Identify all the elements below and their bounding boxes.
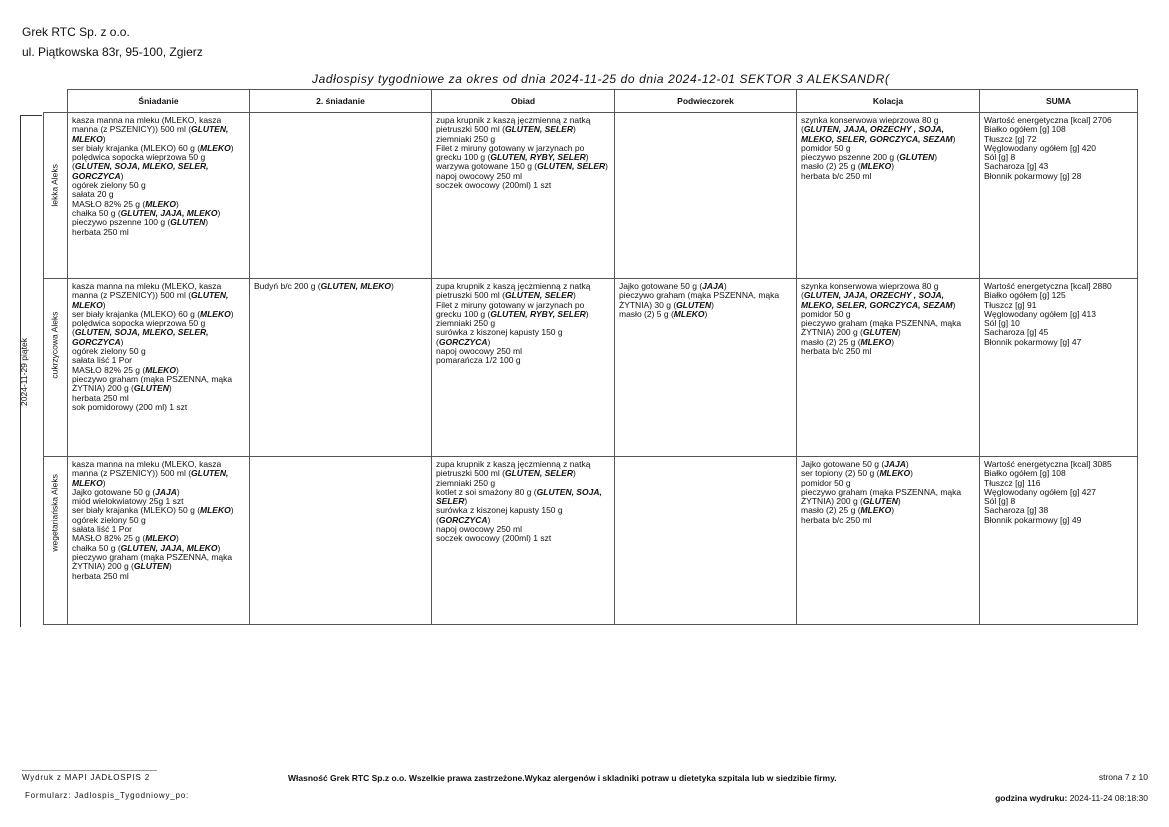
dish-item: zupa krupnik z kaszą jęczmienną z natką pietruszki 500 ml (GLUTEN, SELER) [436, 115, 591, 135]
dish-item: ser topiony (2) 50 g (MLEKO) [801, 468, 913, 479]
nutrition-line: Sacharoza [g] 43 [984, 161, 1049, 172]
dish-item: napoj owocowy 250 ml [436, 170, 522, 181]
dish-item: kasza manna na mleku (MLEKO, kasza manna (z PSZENICY)) 500 ml (GLUTEN, MLEKO) [72, 281, 229, 310]
meal-cell-2-sniadanie [250, 279, 432, 457]
nutrition-line: Wartość energetyczna [kcal] 3085 [984, 459, 1112, 469]
diet-label: cukrzycowa Aleks [49, 311, 60, 379]
dish-item: Jajko gotowane 50 g (JAJA) [801, 459, 909, 469]
header-row [44, 90, 1138, 113]
meal-cell-kolacja [797, 113, 980, 279]
meal-cell-suma [980, 457, 1138, 625]
dish-item: masło (2) 25 g (MLEKO) [801, 505, 895, 516]
meal-cell-suma [980, 279, 1138, 457]
nutrition-line: Tłuszcz [g] 72 [984, 133, 1037, 144]
dish-item: Jajko gotowane 50 g (JAJA) [72, 486, 180, 497]
dish-item: napoj owocowy 250 ml [436, 346, 522, 357]
dish-item: herbata b/c 250 ml [801, 170, 872, 181]
dish-item: zupa krupnik z kaszą jęczmienną z natką pietruszki 500 ml (GLUTEN, SELER) [436, 281, 591, 301]
dish-item: ziemniaki 250 g [436, 477, 496, 488]
dish-item: chałka 50 g (GLUTEN, JAJA, MLEKO) [72, 542, 221, 553]
page-title: Jadłospisy tygodniowe za okres od dnia 2024-11-25 do dnia 2024-12-01 SEKTOR 3 ALEKSANDR( [312, 72, 890, 86]
dish-item: soczek owocowy (200ml) 1 szt [436, 180, 552, 191]
nutrition-line: Tłuszcz [g] 91 [984, 299, 1037, 310]
page-number: strona 7 z 10 [1098, 772, 1148, 782]
dish-item: ser biały krajanka (MLEKO) 50 g (MLEKO) [72, 505, 234, 516]
nutrition-line: Tłuszcz [g] 116 [984, 477, 1041, 488]
menu-body [44, 113, 1138, 625]
dish-item: Filet z miruny gotowany w jarzynach po grecku 100 g (GLUTEN, RYBY, SELER) [436, 299, 589, 319]
print-time-value: 2024-11-24 08:18:30 [1069, 793, 1148, 803]
dish-item: pieczywo graham (mąka PSZENNA, mąka ŻYTNIA) 200 g (GLUTEN) [72, 373, 233, 394]
dish-item: herbata b/c 250 ml [801, 346, 872, 357]
col-header-2-sniadanie: 2. śniadanie [250, 90, 432, 113]
diet-row [44, 457, 1138, 625]
nutrition-line: Białko ogółem [g] 108 [984, 124, 1066, 135]
col-header-podwieczorek: Podwieczorek [615, 90, 797, 113]
nutrition-line: Sól [g] 8 [984, 496, 1016, 507]
dish-item: surówka z kiszonej kapusty 150 g (GORCZYCA) [436, 327, 563, 347]
dish-item: zupa krupnik z kaszą jęczmienną z natką pietruszki 500 ml (GLUTEN, SELER) [436, 459, 591, 479]
dish-item: pieczywo graham (mąka PSZENNA, mąka ŻYTNIA) 200 g (GLUTEN) [801, 486, 962, 507]
dish-item: pieczywo graham (mąka PSZENNA, mąka ŻYTNIA) 200 g (GLUTEN) [72, 551, 233, 572]
company-address: ul. Piątkowska 83r, 95-100, Zgierz [22, 45, 203, 59]
col-header-suma: SUMA [980, 90, 1138, 113]
dish-item: pomidor 50 g [801, 477, 851, 488]
print-time-label: godzina wydruku: [995, 793, 1068, 803]
dish-item: MASŁO 82% 25 g (MLEKO) [72, 364, 179, 375]
dish-item: pomarańcza 1/2 100 g [436, 355, 521, 366]
meal-cell-podwieczorek [615, 113, 797, 279]
meal-cell-sniadanie [68, 457, 250, 625]
meal-cell-podwieczorek [615, 279, 797, 457]
footer-print-source: Wydruk z MAPI JADŁOSPIS 2 [22, 773, 150, 782]
company-block [22, 22, 203, 62]
dish-item: ser biały krajanka (MLEKO) 60 g (MLEKO) [72, 308, 234, 319]
meal-cell-kolacja [797, 457, 980, 625]
nutrition-line: Sacharoza [g] 45 [984, 327, 1049, 338]
meal-cell-kolacja [797, 279, 980, 457]
dish-item: sałata liść 1 Por [72, 355, 132, 366]
dish-item: sok pomidorowy (200 ml) 1 szt [72, 401, 188, 412]
date-label: 2024-11-29 piątek [19, 338, 29, 406]
dish-item: MASŁO 82% 25 g (MLEKO) [72, 533, 179, 544]
meal-cell-2-sniadanie [250, 113, 432, 279]
col-header-kolacja: Kolacja [797, 90, 980, 113]
col-header-obiad: Obiad [432, 90, 615, 113]
diet-row [44, 113, 1138, 279]
nutrition-line: Wartość energetyczna [kcal] 2880 [984, 281, 1112, 291]
col-header-sniadanie: Śniadanie [68, 90, 250, 113]
dish-item: herbata 250 ml [72, 392, 129, 403]
dish-item: kasza manna na mleku (MLEKO, kasza manna (z PSZENICY)) 500 ml (GLUTEN, MLEKO) [72, 459, 229, 488]
dish-item: masło (2) 25 g (MLEKO) [801, 161, 895, 172]
diet-cell [44, 279, 68, 457]
dish-item: ogórek zielony 50 g [72, 180, 146, 191]
dish-item: herbata b/c 250 ml [801, 514, 872, 525]
dish-item: kotlet z soi smażony 80 g (GLUTEN, SOJA, SELER) [436, 486, 602, 507]
meal-cell-obiad [432, 457, 615, 625]
date-frame-top [20, 115, 42, 116]
dish-item: herbata 250 ml [72, 570, 129, 581]
meal-cell-suma [980, 113, 1138, 279]
dish-item: masło (2) 25 g (MLEKO) [801, 336, 895, 347]
footer-divider [22, 770, 157, 771]
dish-item: napoj owocowy 250 ml [436, 524, 522, 535]
footer-ownership: Własność Grek RTC Sp.z o.o. Wszelkie prawa zastrzeżone.Wykaz alergenów i skladniki potraw u dietetyka szpitala lub w siedzibie firmy. [288, 773, 837, 783]
dish-item: Filet z miruny gotowany w jarzynach po grecku 100 g (GLUTEN, RYBY, SELER) [436, 142, 589, 163]
nutrition-line: Sól [g] 10 [984, 318, 1020, 329]
dish-item: kasza manna na mleku (MLEKO, kasza manna (z PSZENICY)) 500 ml (GLUTEN, MLEKO) [72, 115, 229, 144]
dish-item: Budyń b/c 200 g (GLUTEN, MLEKO) [254, 281, 394, 291]
meal-cell-2-sniadanie [250, 457, 432, 625]
dish-item: ogórek zielony 50 g [72, 514, 146, 525]
footer-form: Formularz: Jadlospis_Tygodniowy_po: [25, 791, 190, 800]
dish-item: masło (2) 5 g (MLEKO) [619, 308, 708, 319]
dish-item: pomidor 50 g [801, 142, 851, 153]
dish-item: surówka z kiszonej kapusty 150 g (GORCZYCA) [436, 505, 563, 525]
dish-item: ziemniaki 250 g [436, 133, 496, 144]
dish-item: polędwica sopocka wieprzowa 50 g (GLUTEN, SOJA, MLEKO, SELER, GORCZYCA) [72, 152, 209, 181]
diet-label: lekka Aleks [49, 163, 60, 207]
meal-cell-sniadanie [68, 279, 250, 457]
dish-item: pieczywo graham (mąka PSZENNA, mąka ŻYTNIA) 200 g (GLUTEN) [801, 318, 962, 338]
nutrition-line: Węglowodany ogółem [g] 420 [984, 142, 1096, 153]
dish-item: herbata 250 ml [72, 226, 129, 237]
dish-item: sałata liść 1 Por [72, 524, 132, 535]
nutrition-line: Błonnik pokarmowy [g] 47 [984, 336, 1082, 347]
dish-item: warzywa gotowane 150 g (GLUTEN, SELER) [436, 161, 608, 172]
dish-item: szynka konserwowa wieprzowa 80 g (GLUTEN, JAJA, ORZECHY , SOJA, MLEKO, SELER, GORCZYCA, SEZAM) [801, 281, 956, 310]
dish-item: sałata 20 g [72, 189, 114, 200]
dish-item: Jajko gotowane 50 g (JAJA) [619, 281, 727, 291]
diet-cell [44, 113, 68, 279]
dish-item: ogórek zielony 50 g [72, 346, 146, 357]
dish-item: szynka konserwowa wieprzowa 80 g (GLUTEN, JAJA, ORZECHY , SOJA, MLEKO, SELER, GORCZYCA, SEZAM) [801, 115, 956, 144]
nutrition-line: Białko ogółem [g] 108 [984, 468, 1066, 479]
meal-cell-sniadanie [68, 113, 250, 279]
diet-cell [44, 457, 68, 625]
dish-item: pieczywo pszenne 200 g (GLUTEN) [801, 152, 938, 163]
diet-row [44, 279, 1138, 457]
dish-item: pieczywo pszenne 100 g (GLUTEN) [72, 217, 209, 228]
meal-cell-podwieczorek [615, 457, 797, 625]
dish-item: ser biały krajanka (MLEKO) 60 g (MLEKO) [72, 142, 234, 153]
nutrition-line: Sacharoza [g] 38 [984, 505, 1049, 516]
menu-table [43, 89, 1138, 625]
corner-cell [44, 90, 68, 113]
nutrition-line: Sól [g] 8 [984, 152, 1016, 163]
dish-item: soczek owocowy (200ml) 1 szt [436, 533, 552, 544]
dish-item: polędwica sopocka wieprzowa 50 g (GLUTEN, SOJA, MLEKO, SELER, GORCZYCA) [72, 318, 209, 347]
dish-item: pomidor 50 g [801, 308, 851, 319]
nutrition-line: Błonnik pokarmowy [g] 49 [984, 514, 1082, 525]
company-name: Grek RTC Sp. z o.o. [22, 25, 130, 39]
meal-cell-obiad [432, 279, 615, 457]
dish-item: miód wielokwiatowy 25g 1 szt [72, 496, 184, 507]
nutrition-line: Węglowodany ogółem [g] 413 [984, 308, 1096, 319]
nutrition-line: Białko ogółem [g] 125 [984, 290, 1066, 301]
nutrition-line: Błonnik pokarmowy [g] 28 [984, 170, 1082, 181]
dish-item: MASŁO 82% 25 g (MLEKO) [72, 198, 179, 209]
nutrition-line: Węglowodany ogółem [g] 427 [984, 486, 1096, 497]
meal-cell-obiad [432, 113, 615, 279]
dish-item: pieczywo graham (mąka PSZENNA, mąka ŻYTNIA) 30 g (GLUTEN) [619, 290, 780, 310]
dish-item: chałka 50 g (GLUTEN, JAJA, MLEKO) [72, 207, 221, 218]
dish-item: ziemniaki 250 g [436, 318, 496, 329]
diet-label: wegetariańska Aleks [49, 473, 60, 552]
nutrition-line: Wartość energetyczna [kcal] 2706 [984, 115, 1112, 125]
print-time [995, 793, 1148, 803]
